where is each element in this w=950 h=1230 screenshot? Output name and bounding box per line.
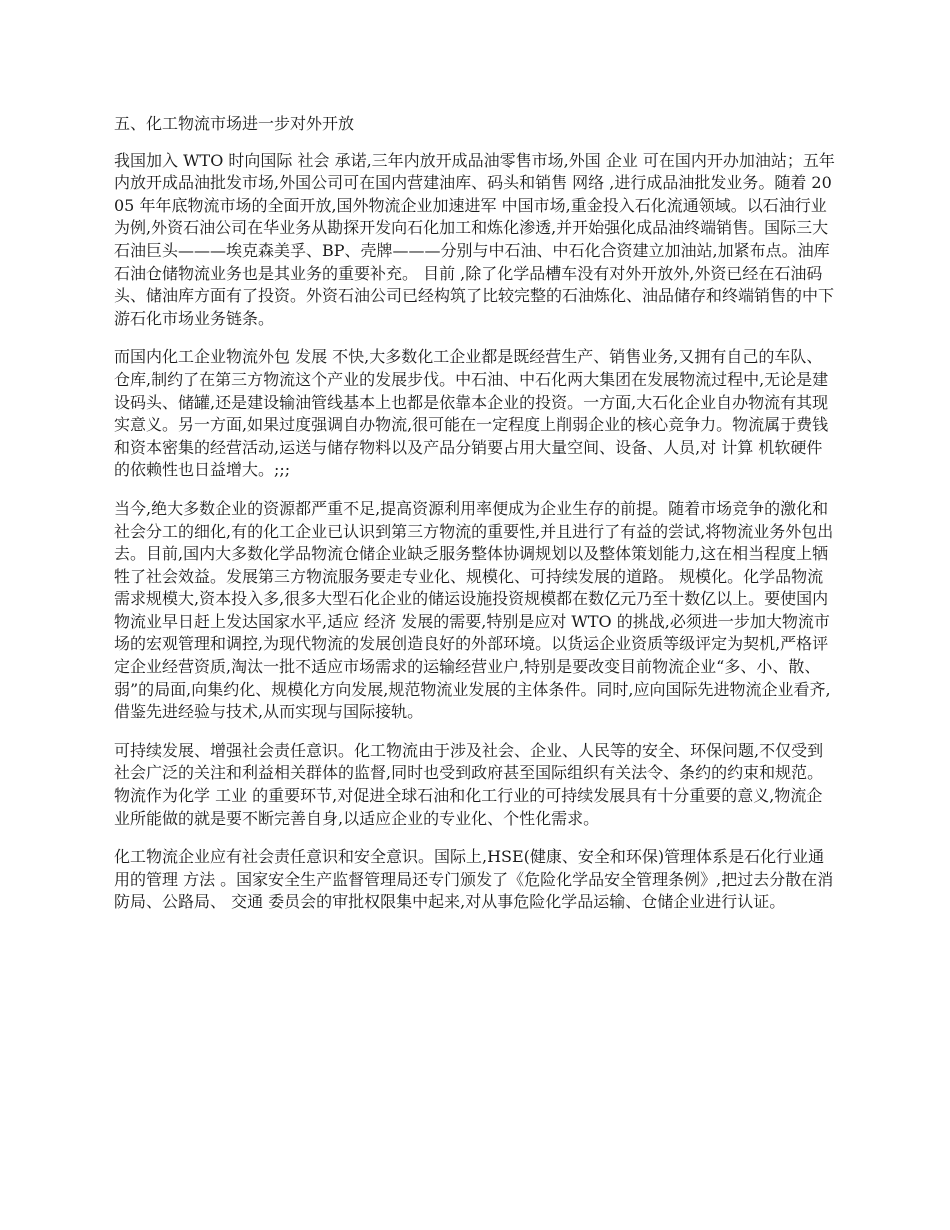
document-body <box>114 113 838 930</box>
section-heading: 五、化工物流市场进一步对外开放 <box>114 114 355 133</box>
paragraph-safety-responsibility: 化工物流企业应有社会责任意识和安全意识。国际上,HSE(健康、安全和环保)管理体系是石化行业通用的管理 方法 。国家安全生产监督管理局还专门颁发了《危险化学品安全管理条例》,把过去分散在消防局、公路局、 交通 委员会的审批权限集中起来,对从事危险化学品运输、仓储企业进行认证。 <box>114 847 834 912</box>
paragraph-foreign-opening: 我国加入 WTO 时向国际 社会 承诺,三年内放开成品油零售市场,外国 企业 可在国内开办加油站；五年内放开成品油批发市场,外国公司可在国内营建油库、码头和销售 网络 ,进行成品油批发业务。随着 2005 年年底物流市场的全面开放,国外物流企业加速进军 中国市场,重金投入石化流通领域。以石油行业为例,外资石油公司在华业务从勘探开发向石化加工和炼化渗透,并开始强化成品油终端销售。国际三大石油巨头———埃克森美孚、BP、壳牌———分别与中石油、中石化合资建立加油站,加紧布点。油库石油仓储物流业务也是其业务的重要补充。 目前 ,除了化学品槽车没有对外开放外,外资已经在石油码头、储油库方面有了投资。外资石油公司已经构筑了比较完整的石油炼化、油品储存和终端销售的中下游石化市场业务链条。 <box>114 150 835 328</box>
paragraph-domestic-outsourcing: 而国内化工企业物流外包 发展 不快,大多数化工企业都是既经营生产、销售业务,又拥有自己的车队、仓库,制约了在第三方物流这个产业的发展步伐。中石油、中石化两大集团在发展物流过程中,无论是建设码头、储罐,还是建设输油管线基本上也都是依靠本企业的投资。一方面,大石化企业自办物流有其现实意义。另一方面,如果过度强调自办物流,很可能在一定程度上削弱企业的核心竞争力。物流属于费钱和资本密集的经营活动,运送与储存物料以及产品分销要占用大量空间、设备、人员,对 计算 机软硬件的依赖性也日益增大。;;; <box>114 347 829 480</box>
paragraph-third-party-logistics: 当今,绝大多数企业的资源都严重不足,提高资源利用率便成为企业生存的前提。随着市场竞争的激化和社会分工的细化,有的化工企业已认识到第三方物流的重要性,并且进行了有益的尝试,将物流业务外包出去。目前,国内大多数化学品物流仓储企业缺乏服务整体协调规划以及整体策划能力,这在相当程度上牺牲了社会效益。发展第三方物流服务要走专业化、规模化、可持续发展的道路。 规模化。化学品物流需求规模大,资本投入多,很多大型石化企业的储运设施投资规模都在数亿元乃至十数亿以上。要使国内物流业早日赶上发达国家水平,适应 经济 发展的需要,特别是应对 WTO 的挑战,必须进一步加大物流市场的宏观管理和调控,为现代物流的发展创造良好的外部环境。以货运企业资质等级评定为契机,严格评定企业经营资质,淘汰一批不适应市场需求的运输经营业户,特别是要改变目前物流企业“多、小、散、弱”的局面,向集约化、规模化方向发展,规范物流业发展的主体条件。同时,应向国际先进物流企业看齐,借鉴先进经验与技术,从而实现与国际接轨。 <box>114 498 834 722</box>
paragraph-sustainable-development: 可持续发展、增强社会责任意识。化工物流由于涉及社会、企业、人民等的安全、环保问题,不仅受到社会广泛的关注和利益相关群体的监督,同时也受到政府甚至国际组织有关法令、条约的约束和规范。物流作为化学 工业 的重要环节,对促进全球石油和化工行业的可持续发展具有十分重要的意义,物流企业所能做的就是要不断完善自身,以适应企业的专业化、个性化需求。 <box>114 740 824 828</box>
